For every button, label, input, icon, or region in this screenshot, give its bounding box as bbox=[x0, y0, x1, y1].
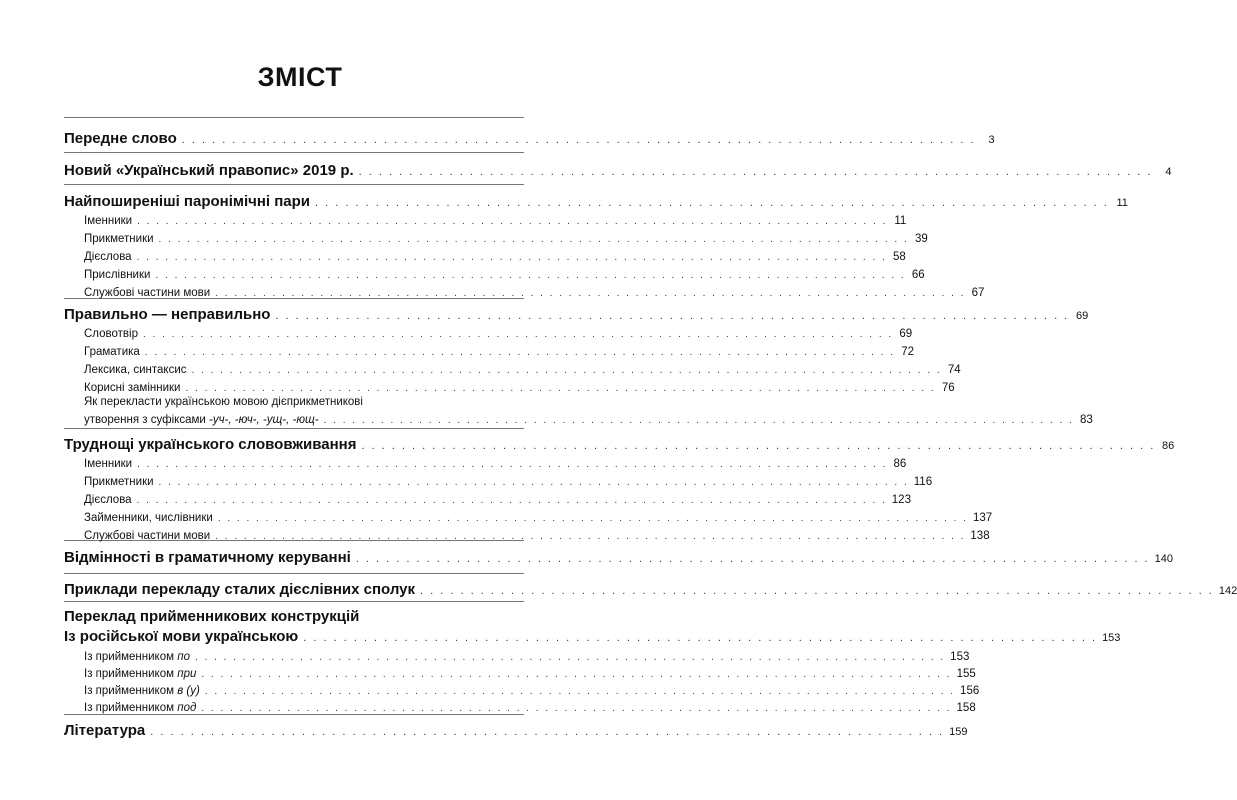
toc-leader: . . . . . . . . . . . . . . . . . . . . . . . . . . . . . . . . . . . . . . . . . . . . . . . . . . . . . . . . . . . . . . . . . . . . . . . . . . . . . . . bbox=[204, 686, 956, 697]
toc-leader: . . . . . . . . . . . . . . . . . . . . . . . . . . . . . . . . . . . . . . . . . . . . . . . . . . . . . . . . . . . . . . . . . . . . . . . . . . . . . . . bbox=[137, 459, 888, 470]
toc-leader: . . . . . . . . . . . . . . . . . . . . . . . . . . . . . . . . . . . . . . . . . . . . . . . . . . . . . . . . . . . . . . . . . . . . . . . . . . . . . . . bbox=[185, 383, 936, 394]
toc-page-number: 76 bbox=[941, 382, 955, 394]
toc-page-number: 83 bbox=[1080, 414, 1093, 426]
toc-leader: . . . . . . . . . . . . . . . . . . . . . . . . . . . . . . . . . . . . . . . . . . . . . . . . . . . . . . . . . . . . . . . . . . . . . . . . . . . . . . . bbox=[420, 585, 1214, 597]
toc-page-number: 155 bbox=[956, 668, 976, 680]
toc-subentry-label: Дієслова bbox=[84, 251, 132, 263]
toc-page-number: 3 bbox=[988, 134, 995, 146]
toc-page-number: 123 bbox=[891, 494, 911, 506]
toc-page-number: 158 bbox=[956, 702, 976, 714]
preposition: по bbox=[177, 651, 190, 663]
toc-page-number: 138 bbox=[970, 530, 990, 542]
toc-subentry-label: Корисні замінники bbox=[84, 382, 181, 394]
toc-entry-label: Відмінності в граматичному керуванні bbox=[64, 549, 351, 566]
toc-entry-label: Література bbox=[64, 722, 146, 739]
toc-page-number: 142 bbox=[1218, 585, 1237, 597]
toc-page-number: 86 bbox=[893, 458, 907, 470]
toc-subentry-label bbox=[84, 651, 190, 663]
preposition: при bbox=[177, 668, 197, 680]
toc-leader: . . . . . . . . . . . . . . . . . . . . . . . . . . . . . . . . . . . . . . . . . . . . . . . . . . . . . . . . . . . . . . . . . . . . . . . . . . . . . . . bbox=[143, 329, 894, 340]
toc-page-number: 137 bbox=[973, 512, 993, 524]
toc-subentry-label-text: Із прийменником bbox=[84, 685, 175, 697]
toc-subentry-label: Прикметники bbox=[84, 233, 154, 245]
toc-subentry-label bbox=[84, 685, 200, 697]
toc-subentry[interactable] bbox=[84, 328, 913, 340]
divider bbox=[64, 573, 524, 574]
toc-entry[interactable] bbox=[64, 162, 1172, 179]
toc-subentry[interactable] bbox=[84, 685, 980, 697]
toc-leader: . . . . . . . . . . . . . . . . . . . . . . . . . . . . . . . . . . . . . . . . . . . . . . . . . . . . . . . . . . . . . . . . . . . . . . . . . . . . . . . bbox=[136, 252, 887, 263]
toc-subentry[interactable] bbox=[84, 287, 985, 299]
divider bbox=[64, 184, 524, 185]
toc-subentry[interactable] bbox=[84, 668, 976, 680]
toc-entry-label: Труднощі українського слововживання bbox=[64, 436, 357, 453]
toc-subentry[interactable] bbox=[84, 530, 990, 542]
toc-page-number: 153 bbox=[1102, 632, 1121, 644]
toc-entry[interactable] bbox=[64, 581, 1237, 598]
toc-page-number: 140 bbox=[1154, 553, 1173, 565]
toc-leader: . . . . . . . . . . . . . . . . . . . . . . . . . . . . . . . . . . . . . . . . . . . . . . . . . . . . . . . . . . . . . . . . . . . . . . . . . . . . . . . bbox=[303, 632, 1098, 644]
toc-entry[interactable] bbox=[64, 628, 1121, 645]
toc-page-number: 159 bbox=[949, 726, 968, 738]
toc-subentry[interactable] bbox=[84, 251, 906, 263]
toc-leader: . . . . . . . . . . . . . . . . . . . . . . . . . . . . . . . . . . . . . . . . . . . . . . . . . . . . . . . . . . . . . . . . . . . . . . . . . . . . . . . bbox=[217, 513, 969, 524]
toc-leader: . . . . . . . . . . . . . . . . . . . . . . . . . . . . . . . . . . . . . . . . . . . . . . . . . . . . . . . . . . . . . . . . . . . . . . . . . . . . . . . bbox=[323, 415, 1074, 426]
toc-entry-label: Із російської мови українською bbox=[64, 628, 299, 645]
toc-page-number: 153 bbox=[950, 651, 970, 663]
toc-subentry[interactable] bbox=[84, 702, 976, 714]
toc-page-number: 69 bbox=[1076, 310, 1089, 322]
toc-subentry-label: Займенники, числівники bbox=[84, 512, 213, 524]
toc-leader: . . . . . . . . . . . . . . . . . . . . . . . . . . . . . . . . . . . . . . . . . . . . . . . . . . . . . . . . . . . . . . . . . . . . . . . . . . . . . . . bbox=[158, 234, 909, 245]
toc-subentry-label-text: Із прийменником bbox=[84, 651, 175, 663]
toc-entry[interactable] bbox=[64, 130, 995, 147]
toc-leader: . . . . . . . . . . . . . . . . . . . . . . . . . . . . . . . . . . . . . . . . . . . . . . . . . . . . . . . . . . . . . . . . . . . . . . . . . . . . . . . bbox=[158, 477, 909, 488]
toc-page-number: 4 bbox=[1165, 166, 1172, 178]
toc-subentry-label bbox=[84, 702, 196, 714]
toc-page-number: 11 bbox=[894, 215, 907, 227]
toc-leader: . . . . . . . . . . . . . . . . . . . . . . . . . . . . . . . . . . . . . . . . . . . . . . . . . . . . . . . . . . . . . . . . . . . . . . . . . . . . . . . bbox=[355, 553, 1150, 565]
toc-page-number: 156 bbox=[960, 685, 980, 697]
toc-subentry-label: Граматика bbox=[84, 346, 140, 358]
toc-subentry[interactable] bbox=[84, 512, 993, 524]
toc-subentry-label-text: утворення з суфіксами bbox=[84, 414, 206, 426]
toc-page-number: 58 bbox=[892, 251, 906, 263]
toc-subentry[interactable] bbox=[84, 364, 961, 376]
divider bbox=[64, 601, 524, 602]
preposition: в (у) bbox=[177, 685, 200, 697]
toc-subentry-label-text: Із прийменником bbox=[84, 702, 175, 714]
toc-leader: . . . . . . . . . . . . . . . . . . . . . . . . . . . . . . . . . . . . . . . . . . . . . . . . . . . . . . . . . . . . . . . . . . . . . . . . . . . . . . . bbox=[358, 166, 1153, 178]
toc-leader: . . . . . . . . . . . . . . . . . . . . . . . . . . . . . . . . . . . . . . . . . . . . . . . . . . . . . . . . . . . . . . . . . . . . . . . . . . . . . . . bbox=[201, 703, 952, 714]
toc-entry[interactable] bbox=[64, 722, 968, 739]
toc-subentry-label: Прислівники bbox=[84, 269, 151, 281]
toc-subentry-label: Словотвір bbox=[84, 328, 138, 340]
toc-subentry[interactable] bbox=[84, 414, 1093, 426]
toc-page-number: 66 bbox=[911, 269, 925, 281]
toc-leader: . . . . . . . . . . . . . . . . . . . . . . . . . . . . . . . . . . . . . . . . . . . . . . . . . . . . . . . . . . . . . . . . . . . . . . . . . . . . . . . bbox=[315, 197, 1109, 209]
toc-entry-line1: Переклад прийменникових конструкцій bbox=[64, 608, 360, 625]
toc-subentry-label bbox=[84, 414, 319, 426]
toc-leader: . . . . . . . . . . . . . . . . . . . . . . . . . . . . . . . . . . . . . . . . . . . . . . . . . . . . . . . . . . . . . . . . . . . . . . . . . . . . . . . bbox=[150, 726, 945, 738]
toc-subentry-label: Лексика, синтаксис bbox=[84, 364, 187, 376]
toc-leader: . . . . . . . . . . . . . . . . . . . . . . . . . . . . . . . . . . . . . . . . . . . . . . . . . . . . . . . . . . . . . . . . . . . . . . . . . . . . . . . bbox=[181, 134, 976, 146]
toc-subentry-label: Службові частини мови bbox=[84, 287, 211, 299]
toc-page-number: 39 bbox=[914, 233, 928, 245]
toc-page-number: 116 bbox=[913, 476, 933, 488]
toc-subentry-label: Прикметники bbox=[84, 476, 154, 488]
preposition: под bbox=[177, 702, 197, 714]
toc-entry-label: Найпоширеніші паронімічні пари bbox=[64, 193, 311, 210]
toc-subentry[interactable] bbox=[84, 382, 955, 394]
toc-subentry[interactable] bbox=[84, 651, 970, 663]
toc-leader: . . . . . . . . . . . . . . . . . . . . . . . . . . . . . . . . . . . . . . . . . . . . . . . . . . . . . . . . . . . . . . . . . . . . . . . . . . . . . . . bbox=[194, 652, 946, 663]
toc-leader: . . . . . . . . . . . . . . . . . . . . . . . . . . . . . . . . . . . . . . . . . . . . . . . . . . . . . . . . . . . . . . . . . . . . . . . . . . . . . . . bbox=[275, 310, 1070, 322]
toc-entry-label: Правильно — неправильно bbox=[64, 306, 271, 323]
toc-subentry[interactable] bbox=[84, 233, 928, 245]
toc-page-number: 74 bbox=[947, 364, 961, 376]
toc-page-number: 69 bbox=[899, 328, 913, 340]
toc-subentry[interactable] bbox=[84, 458, 907, 470]
divider bbox=[64, 117, 524, 118]
toc-entry[interactable] bbox=[64, 306, 1089, 323]
toc-page-number: 67 bbox=[971, 287, 985, 299]
toc-subentry-label bbox=[84, 668, 196, 680]
divider bbox=[64, 428, 524, 429]
toc-entry-label: Приклади перекладу сталих дієслівних сполук bbox=[64, 581, 416, 598]
toc-subentry-label: Іменники bbox=[84, 458, 133, 470]
toc-subentry-label-text: Із прийменником bbox=[84, 668, 175, 680]
toc-page-number: 86 bbox=[1162, 440, 1175, 452]
toc-subentry[interactable] bbox=[84, 476, 933, 488]
toc-leader: . . . . . . . . . . . . . . . . . . . . . . . . . . . . . . . . . . . . . . . . . . . . . . . . . . . . . . . . . . . . . . . . . . . . . . . . . . . . . . . bbox=[137, 216, 888, 227]
toc-entry[interactable] bbox=[64, 436, 1175, 453]
toc-leader: . . . . . . . . . . . . . . . . . . . . . . . . . . . . . . . . . . . . . . . . . . . . . . . . . . . . . . . . . . . . . . . . . . . . . . . . . . . . . . . bbox=[361, 440, 1156, 452]
toc-subentry-label: Службові частини мови bbox=[84, 530, 211, 542]
toc-page-number: 11 bbox=[1116, 197, 1128, 209]
toc-entry-label: Новий «Український правопис» 2019 р. bbox=[64, 162, 354, 179]
toc-leader: . . . . . . . . . . . . . . . . . . . . . . . . . . . . . . . . . . . . . . . . . . . . . . . . . . . . . . . . . . . . . . . . . . . . . . . . . . . . . . . bbox=[136, 495, 887, 506]
toc-entry[interactable] bbox=[64, 193, 1128, 210]
page-title: ЗМІСТ bbox=[257, 62, 343, 92]
toc-subentry[interactable] bbox=[84, 269, 925, 281]
divider bbox=[64, 152, 524, 153]
toc-leader: . . . . . . . . . . . . . . . . . . . . . . . . . . . . . . . . . . . . . . . . . . . . . . . . . . . . . . . . . . . . . . . . . . . . . . . . . . . . . . . bbox=[144, 347, 895, 358]
toc-entry-label: Передне слово bbox=[64, 130, 177, 147]
toc-leader: . . . . . . . . . . . . . . . . . . . . . . . . . . . . . . . . . . . . . . . . . . . . . . . . . . . . . . . . . . . . . . . . . . . . . . . . . . . . . . . bbox=[215, 288, 966, 299]
toc-subentry[interactable] bbox=[84, 215, 907, 227]
toc-subentry-line1: Як перекласти українською мовою дієприкметникові bbox=[84, 396, 363, 408]
toc-entry[interactable] bbox=[64, 549, 1173, 566]
suffix-list: -уч-, -юч-, -ущ-, -ющ- bbox=[209, 414, 319, 426]
toc-subentry[interactable] bbox=[84, 346, 914, 358]
divider bbox=[64, 714, 524, 715]
toc-subentry-label: Іменники bbox=[84, 215, 133, 227]
toc-subentry-label: Дієслова bbox=[84, 494, 132, 506]
toc-page-number: 72 bbox=[901, 346, 914, 358]
toc-leader: . . . . . . . . . . . . . . . . . . . . . . . . . . . . . . . . . . . . . . . . . . . . . . . . . . . . . . . . . . . . . . . . . . . . . . . . . . . . . . . bbox=[155, 270, 906, 281]
toc-leader: . . . . . . . . . . . . . . . . . . . . . . . . . . . . . . . . . . . . . . . . . . . . . . . . . . . . . . . . . . . . . . . . . . . . . . . . . . . . . . . bbox=[215, 531, 966, 542]
toc-leader: . . . . . . . . . . . . . . . . . . . . . . . . . . . . . . . . . . . . . . . . . . . . . . . . . . . . . . . . . . . . . . . . . . . . . . . . . . . . . . . bbox=[201, 669, 952, 680]
toc-subentry[interactable] bbox=[84, 494, 911, 506]
toc-leader: . . . . . . . . . . . . . . . . . . . . . . . . . . . . . . . . . . . . . . . . . . . . . . . . . . . . . . . . . . . . . . . . . . . . . . . . . . . . . . . bbox=[191, 365, 942, 376]
